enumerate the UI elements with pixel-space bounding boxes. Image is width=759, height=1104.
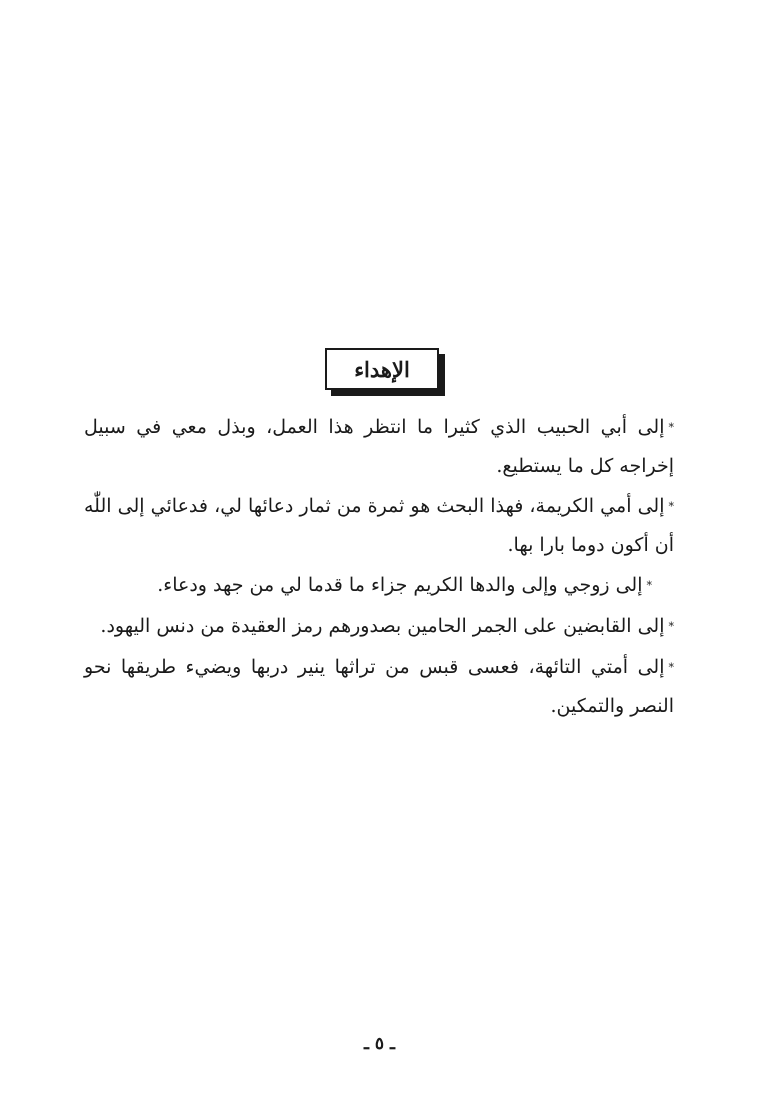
dedication-text: إلى زوجي وإلى والدها الكريم جزاء ما قدما لي من جهد ودعاء.: [157, 574, 643, 596]
page-title: الإهداء: [354, 356, 410, 382]
dedication-text: إلى أمتي التائهة، فعسى قبس من تراثها ينير دربها ويضيء طريقها نحو النصر والتمكين.: [84, 656, 674, 717]
dedication-list: [84, 408, 674, 727]
dedication-text: إلى أمي الكريمة، فهذا البحث هو ثمرة من ثمار دعائها لي، فدعائي إلى اللّٰه أن أكون دوما بارا بها.: [84, 495, 674, 556]
page-number: ـ ٥ ـ: [364, 1034, 395, 1054]
dedication-item: [84, 408, 674, 485]
dedication-item: [84, 566, 674, 605]
dedication-item: [84, 487, 674, 564]
heading-frame: [325, 348, 443, 394]
asterisk-bullet-icon: *: [668, 620, 674, 633]
heading-box: [325, 348, 439, 390]
page-footer: [0, 1034, 759, 1054]
dedication-item: [84, 607, 674, 646]
dedication-text: إلى أبي الحبيب الذي كثيرا ما انتظر هذا العمل، وبذل معي في سبيل إخراجه كل ما يستطيع.: [84, 416, 674, 477]
dedication-item: [84, 648, 674, 725]
asterisk-bullet-icon: *: [646, 579, 652, 592]
dedication-text: إلى القابضين على الجمر الحامين بصدورهم رمز العقيدة من دنس اليهود.: [100, 615, 665, 637]
asterisk-bullet-icon: *: [668, 421, 674, 434]
asterisk-bullet-icon: *: [668, 500, 674, 513]
asterisk-bullet-icon: *: [668, 661, 674, 674]
